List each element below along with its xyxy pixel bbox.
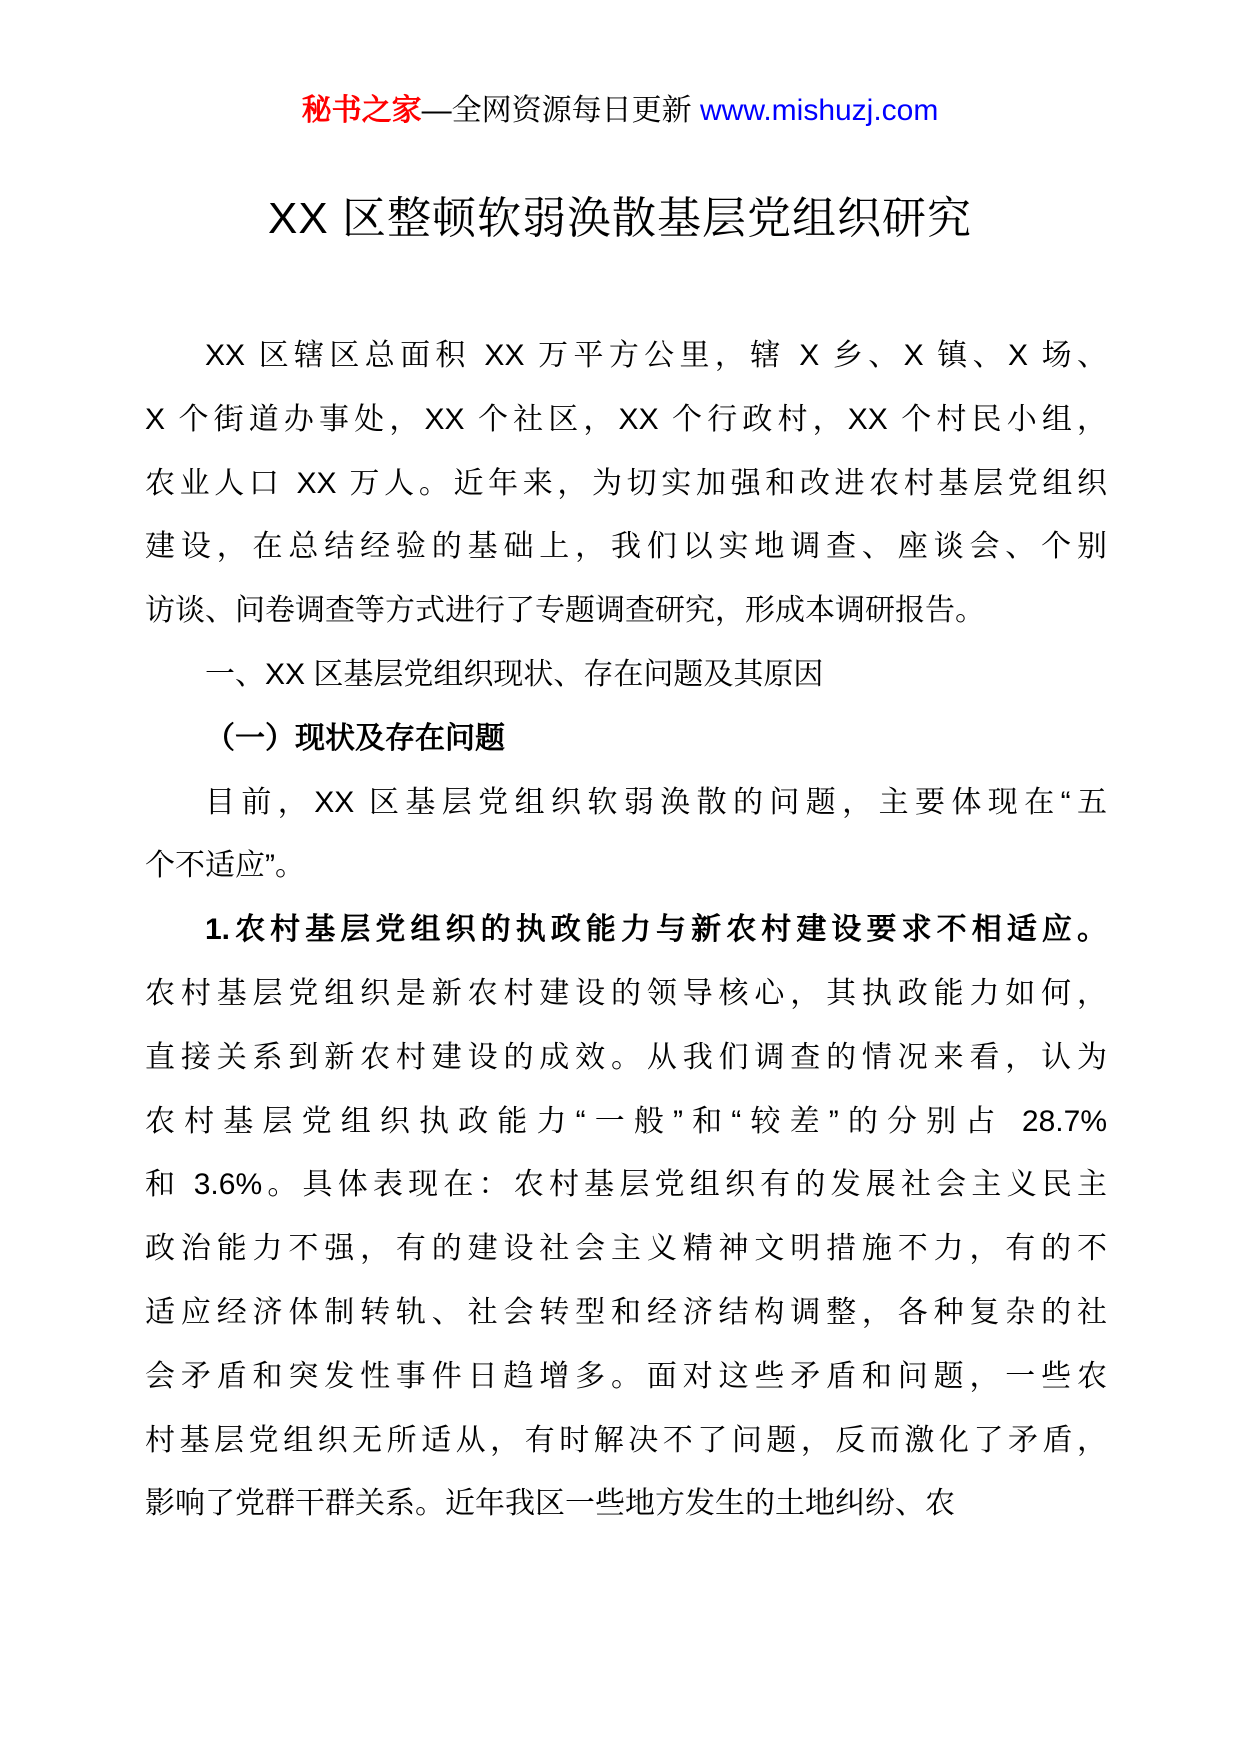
body-line: 农村基层党组织是新农村建设的领导核心，其执政能力如何， [145,976,1107,1010]
body-line: 目前，XX 区基层党组织软弱涣散的问题，主要体现在“五 [205,785,1107,819]
body-line: 政治能力不强，有的建设社会主义精神文明措施不力，有的不 [145,1232,1107,1266]
body-line: 农村基层党组织执政能力“一般”和“较差”的分别占 28.7% [145,1104,1107,1138]
header-url-link[interactable]: www.mishuzj.com [699,94,939,127]
page-header [0,0,1240,132]
document-body [145,324,1107,1536]
body-line: （一）现状及存在问题 [205,721,505,755]
header-separator: — [421,94,452,127]
site-name: 秘书之家 [301,94,422,127]
body-line: 影响了党群干群关系。近年我区一些地方发生的土地纠纷、农 [145,1487,955,1521]
body-line: 农业人口 XX 万人。近年来，为切实加强和改进农村基层党组织 [145,466,1107,500]
body-line: 村基层党组织无所适从，有时解决不了问题，反而激化了矛盾， [145,1423,1107,1457]
body-line: 会矛盾和突发性事件日趋增多。面对这些矛盾和问题，一些农 [145,1359,1107,1393]
body-line: X 个街道办事处，XX 个社区，XX 个行政村，XX 个村民小组， [145,402,1107,436]
body-line: XX 区辖区总面积 XX 万平方公里，辖 X 乡、X 镇、X 场、 [205,339,1107,372]
body-line: 建设，在总结经验的基础上，我们以实地调查、座谈会、个别 [145,530,1107,564]
body-line: 直接关系到新农村建设的成效。从我们调查的情况来看，认为 [145,1040,1107,1074]
body-line: 一、XX 区基层党组织现状、存在问题及其原因 [205,657,824,691]
body-line: 个不适应”。 [145,849,305,883]
body-line: 和 3.6%。具体表现在：农村基层党组织有的发展社会主义民主 [145,1168,1107,1202]
body-line: 1.农村基层党组织的执政能力与新农村建设要求不相适应。 [205,913,1107,947]
body-line: 访谈、问卷调查等方式进行了专题调查研究，形成本调研报告。 [145,594,985,628]
document-title: XX 区整顿软弱涣散基层党组织研究 [268,194,972,243]
header-tagline: 全网资源每日更新 [451,94,692,127]
body-line: 适应经济体制转轨、社会转型和经济结构调整，各种复杂的社 [145,1295,1107,1329]
